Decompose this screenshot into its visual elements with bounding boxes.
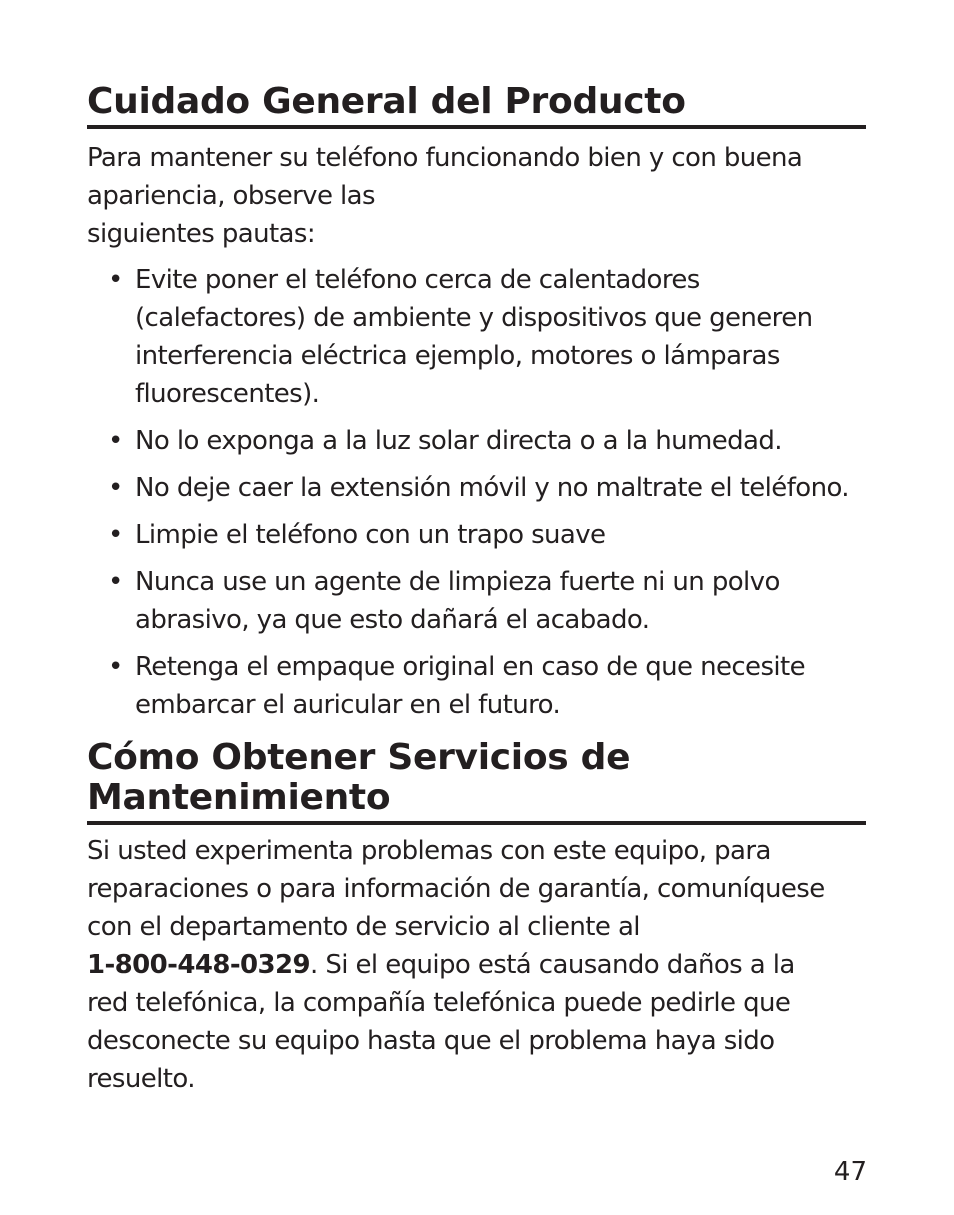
page-number: 47 xyxy=(833,1157,867,1187)
care-intro-text: Para mantener su teléfono funcionando bien y con buena apariencia, observe las siguientes pautas: xyxy=(87,143,803,249)
bullet-glyph: • xyxy=(108,520,123,550)
bullet-glyph: • xyxy=(108,473,123,503)
list-item-text: Nunca use un agente de limpieza fuerte ni un polvo abrasivo, ya que esto dañará el acabado. xyxy=(135,567,780,635)
bullet-glyph: • xyxy=(108,567,123,597)
service-section-title: Cómo Obtener Servicios de Mantenimiento xyxy=(87,738,866,825)
list-item xyxy=(108,469,866,507)
list-item xyxy=(108,563,866,639)
service-body-text xyxy=(87,832,866,1098)
care-guidelines-list xyxy=(87,261,866,724)
list-item-text: Limpie el teléfono con un trapo suave xyxy=(135,520,606,550)
bullet-glyph: • xyxy=(108,265,123,295)
service-text-before: Si usted experimenta problemas con este equipo, para reparaciones o para información de garantía, comuníquese con el departamento de servicio al cliente al xyxy=(87,836,825,942)
list-item-text: Evite poner el teléfono cerca de calentadores (calefactores) de ambiente y dispositivos que generen interferencia eléctrica ejemplo, motores o lámparas fluorescentes). xyxy=(135,265,813,409)
list-item-text: No deje caer la extensión móvil y no maltrate el teléfono. xyxy=(135,473,849,503)
care-section-title: Cuidado General del Producto xyxy=(87,82,866,129)
list-item-text: Retenga el empaque original en caso de que necesite embarcar el auricular en el futuro. xyxy=(135,652,806,720)
list-item xyxy=(108,648,866,724)
service-text-after: . Si el equipo está causando daños a la red telefónica, la compañía telefónica puede pedirle que desconecte su equipo hasta que el problema haya sido resuelto. xyxy=(87,950,795,1094)
bullet-glyph: • xyxy=(108,652,123,682)
list-item xyxy=(108,516,866,554)
manual-page xyxy=(87,82,866,1098)
customer-service-phone: 1-800-448-0329 xyxy=(87,950,310,980)
bullet-glyph: • xyxy=(108,426,123,456)
list-item xyxy=(108,261,866,413)
list-item xyxy=(108,422,866,460)
list-item-text: No lo exponga a la luz solar directa o a la humedad. xyxy=(135,426,782,456)
